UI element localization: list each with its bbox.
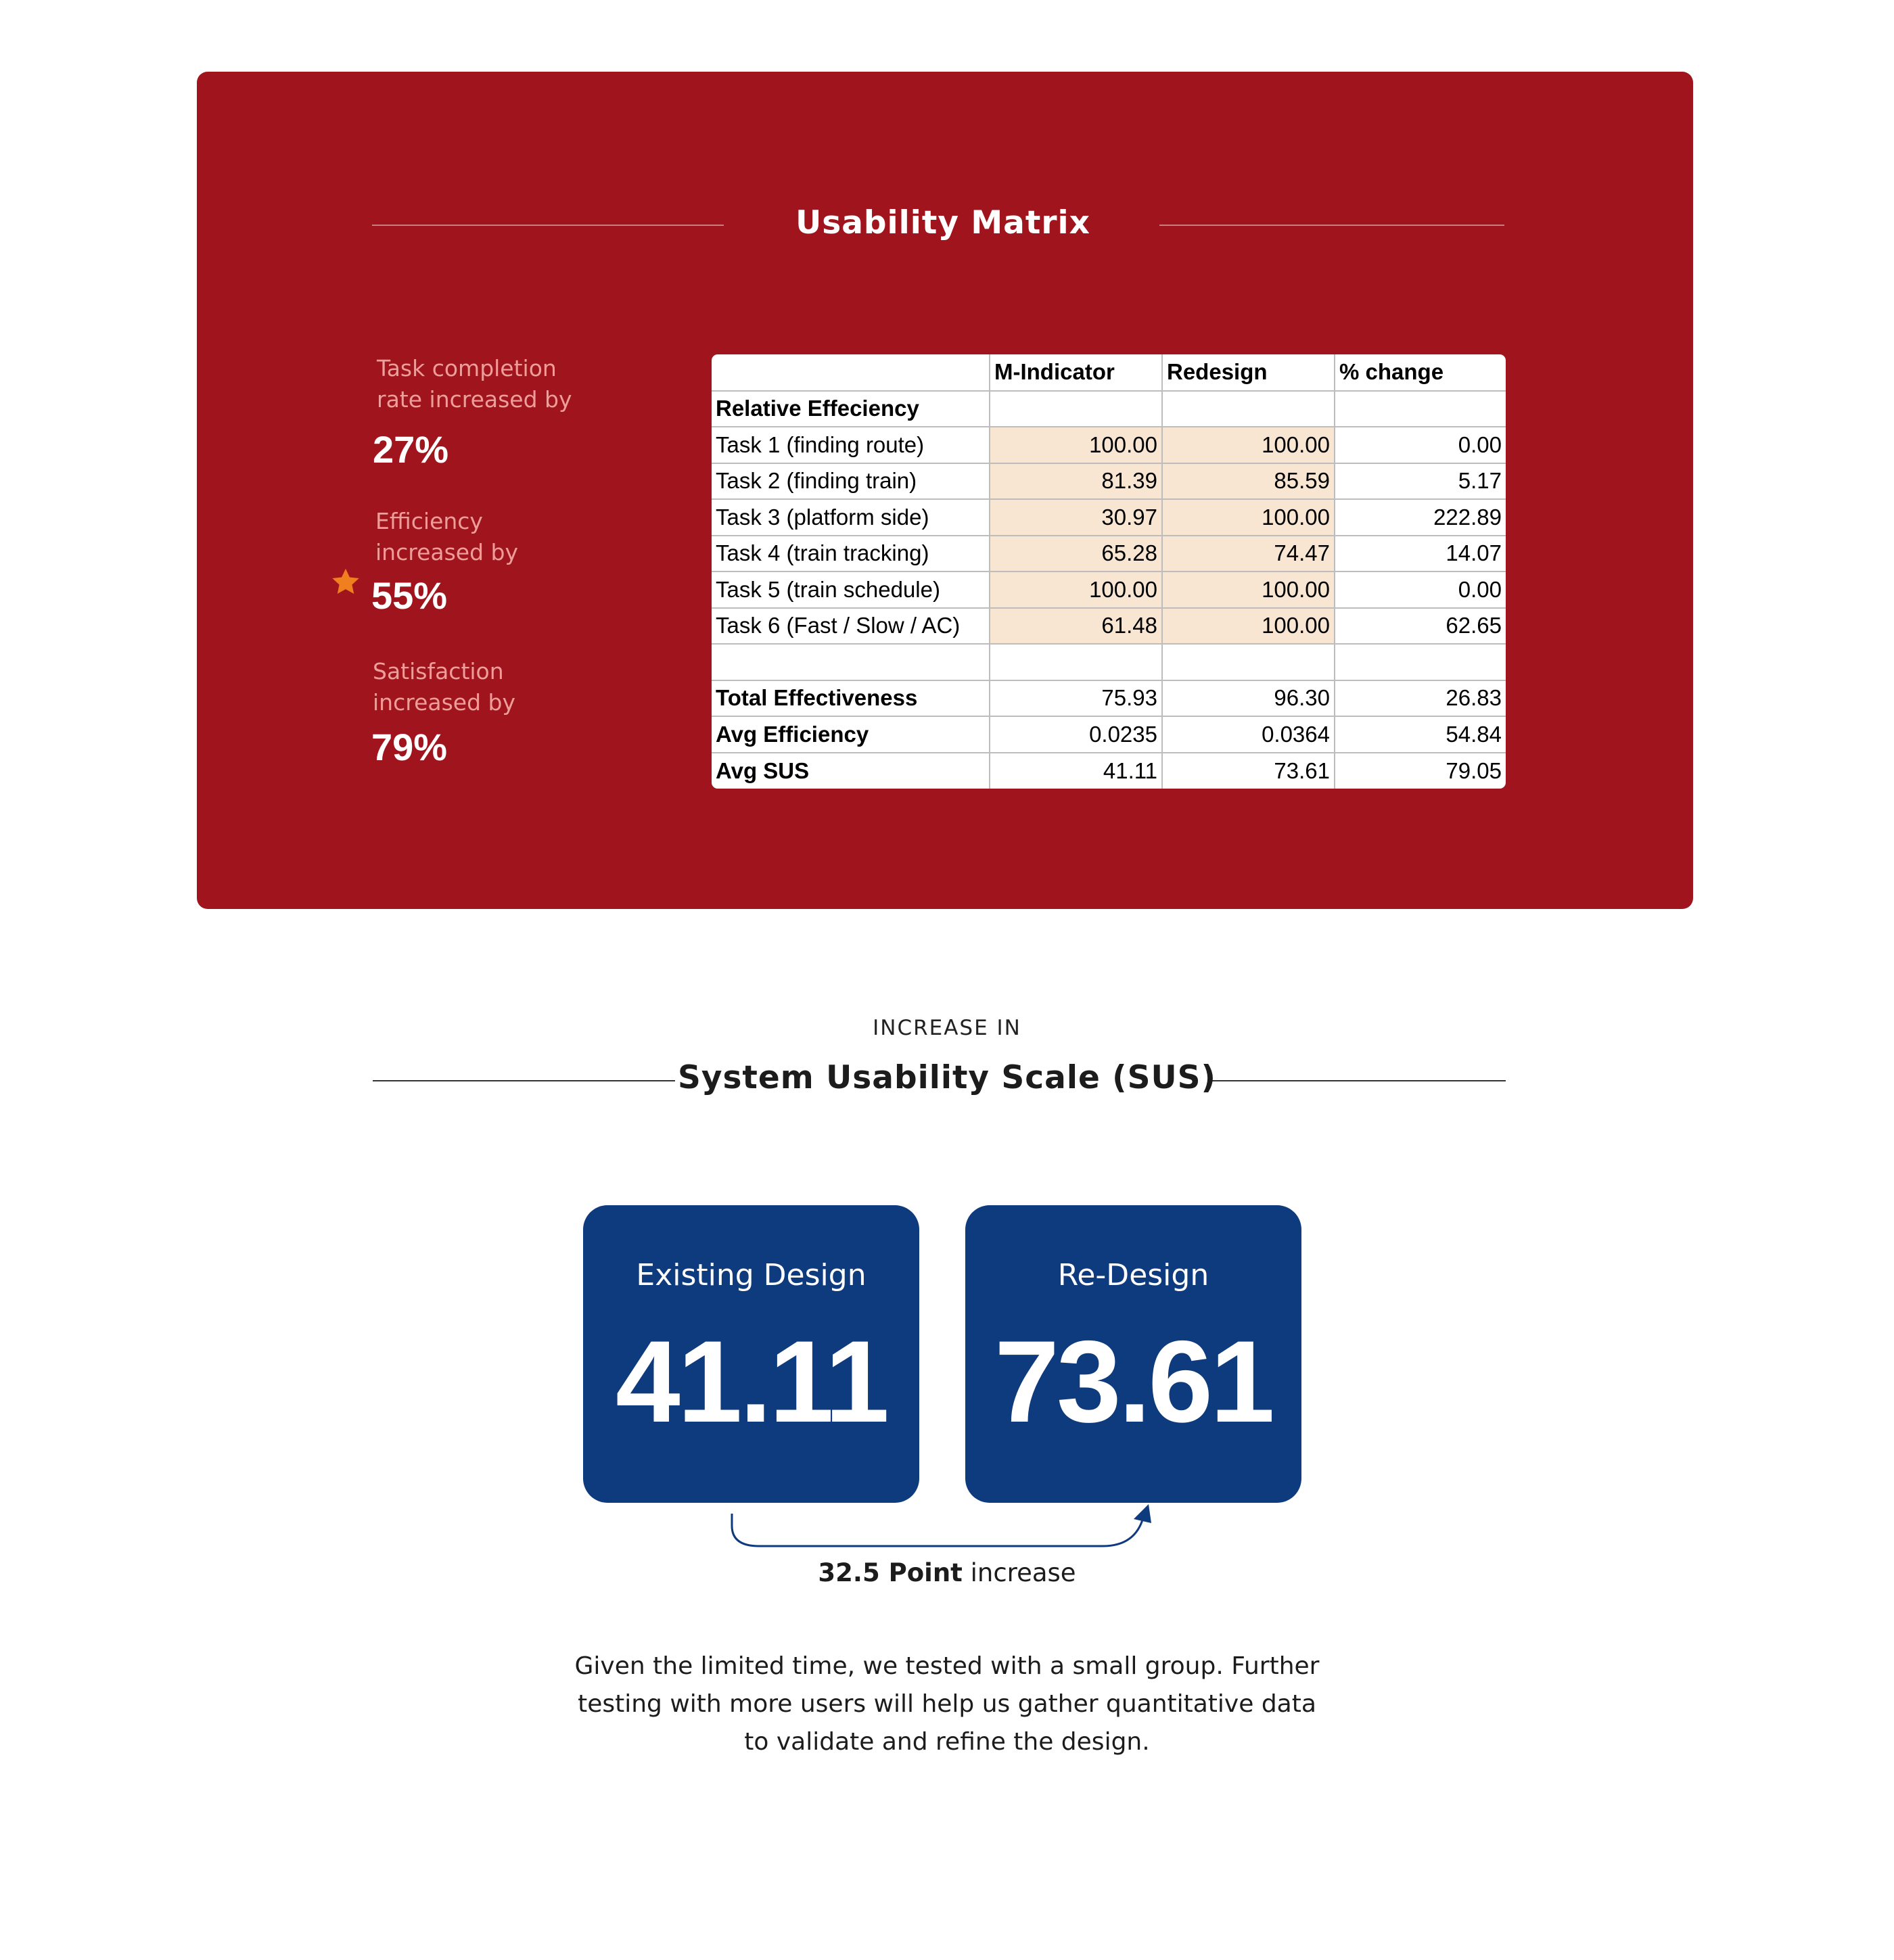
table-cell: 74.47 [1162,536,1335,572]
testing-note-line: testing with more users will help us gather quantitative data [578,1690,1316,1718]
table-cell [990,644,1162,680]
redesign-score: 73.61 [994,1317,1272,1447]
table-cell: 81.39 [990,463,1162,500]
table-cell: 26.83 [1335,680,1506,717]
title-rule-left [372,225,724,226]
table-header-row [712,354,1506,391]
table-cell: 96.30 [1162,680,1335,717]
table-cell: 100.00 [1162,427,1335,463]
sus-title: System Usability Scale (SUS) [677,1059,1217,1096]
stat-satisfaction-value: 79% [371,726,448,768]
table-cell [1162,391,1335,427]
table-cell: 0.00 [1335,427,1506,463]
table-cell [1335,644,1506,680]
table-header-cell [712,354,990,391]
stat-efficiency-value: 55% [371,574,448,617]
table-cell: 75.93 [990,680,1162,717]
table-cell: 85.59 [1162,463,1335,500]
table-spacer-row [712,644,1506,680]
table-header-cell: Redesign [1162,354,1335,391]
testing-note-line: to validate and refine the design. [744,1728,1150,1756]
stat-efficiency-label-line1: Efficiency [375,508,483,534]
table-cell: 100.00 [1162,608,1335,645]
table-row-label: Task 4 (train tracking) [712,536,990,572]
stat-efficiency-label-line2: increased by [375,539,519,565]
redesign-card [965,1205,1301,1503]
sus-rule-right [1212,1080,1506,1081]
table-row-label: Task 1 (finding route) [712,427,990,463]
table-summary-row [712,680,1506,717]
table-cell: 73.61 [1162,753,1335,789]
table-row [712,536,1506,572]
table-row [712,608,1506,645]
usability-table [712,354,1506,789]
table-cell [1335,391,1506,427]
redesign-label: Re-Design [1057,1258,1209,1292]
table-row-label: Task 6 (Fast / Slow / AC) [712,608,990,645]
table-header-cell: M-Indicator [990,354,1162,391]
table-cell: 54.84 [1335,716,1506,753]
stat-satisfaction-label [373,656,515,718]
stat-completion-label-line2: rate increased by [377,386,572,413]
existing-design-score: 41.11 [616,1317,887,1447]
existing-design-card [583,1205,919,1503]
table-cell [990,391,1162,427]
table-row-label: Avg Efficiency [712,716,990,753]
table-cell: 65.28 [990,536,1162,572]
table-section-label: Relative Effeciency [712,391,990,427]
table-cell: 100.00 [990,427,1162,463]
table-cell: 222.89 [1335,499,1506,536]
table-row-label: Task 5 (train schedule) [712,571,990,608]
stat-completion-label-line1: Task completion [377,355,557,381]
sus-rule-left [373,1080,675,1081]
existing-design-label: Existing Design [636,1258,867,1292]
table-row [712,463,1506,500]
stat-completion-value: 27% [373,428,449,471]
increase-arrow-icon [724,1503,1157,1550]
table-row-label: Task 2 (finding train) [712,463,990,500]
table-cell: 0.00 [1335,571,1506,608]
table-row-label [712,644,990,680]
stat-completion-label [377,353,572,415]
table-cell: 100.00 [990,571,1162,608]
stat-efficiency-label [375,506,518,568]
sus-eyebrow: INCREASE IN [873,1016,1021,1040]
table-header-cell: % change [1335,354,1506,391]
panel-title: Usability Matrix [795,204,1090,241]
table-summary-row [712,716,1506,753]
table-row-label: Total Effectiveness [712,680,990,717]
table-cell: 5.17 [1335,463,1506,500]
table-cell: 61.48 [990,608,1162,645]
table-cell: 79.05 [1335,753,1506,789]
title-rule-right [1159,225,1504,226]
table-cell [1162,644,1335,680]
table-row-label: Avg SUS [712,753,990,789]
table-summary-row [712,753,1506,789]
table-cell: 100.00 [1162,499,1335,536]
table-cell: 30.97 [990,499,1162,536]
point-increase-caption [744,1558,1150,1587]
table-cell: 62.65 [1335,608,1506,645]
table-section-row [712,391,1506,427]
stat-satisfaction-label-line2: increased by [373,689,516,716]
table-row [712,571,1506,608]
testing-note-line: Given the limited time, we tested with a small group. Further [574,1652,1320,1680]
testing-note [541,1648,1353,1761]
table-cell: 41.11 [990,753,1162,789]
point-increase-text: increase [962,1558,1076,1587]
table-row-label: Task 3 (platform side) [712,499,990,536]
table-cell: 100.00 [1162,571,1335,608]
stat-satisfaction-label-line1: Satisfaction [373,658,504,684]
table-row [712,499,1506,536]
table-cell: 0.0235 [990,716,1162,753]
point-increase-amount: 32.5 Point [818,1558,963,1587]
table-cell: 0.0364 [1162,716,1335,753]
table-row [712,427,1506,463]
star-icon [330,567,361,598]
table-cell: 14.07 [1335,536,1506,572]
